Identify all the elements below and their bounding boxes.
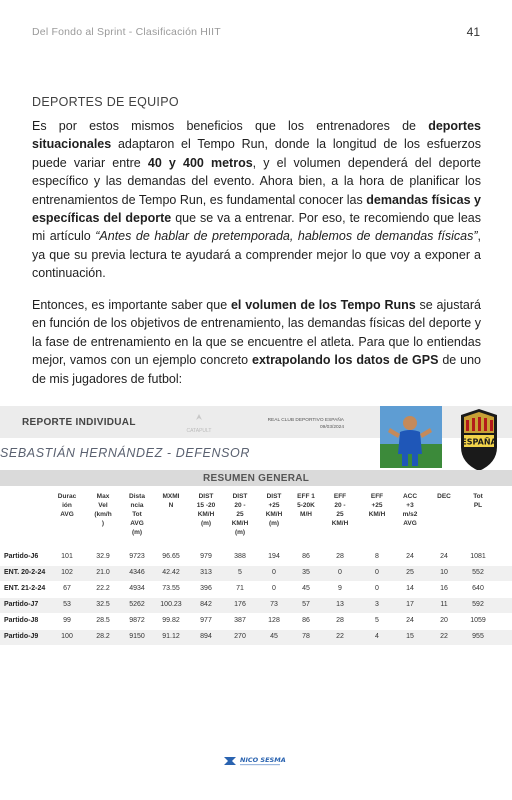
para1-segment: , y el volumen dependerá del deporte específico y las demandas del evento. Ahora bien, a la hora de planificar los entrenamientos de Tempo Run, es fundamental conocer las — [32, 155, 481, 207]
player-photo — [380, 406, 442, 468]
table-cell: 313 — [200, 569, 212, 576]
para2-segment: Entonces, es importante saber que — [32, 298, 231, 312]
table-row — [0, 630, 512, 645]
table-cell: 22 — [336, 633, 344, 640]
table-cell: 592 — [472, 601, 484, 608]
table-cell: 0 — [272, 585, 276, 592]
crest-text: ESPAÑA — [461, 437, 497, 447]
table-cell: 9 — [338, 585, 342, 592]
table-cell: 73 — [270, 601, 278, 608]
club-name: REAL CLUB DEPORTIVO ESPAÑA — [267, 418, 344, 423]
table-cell: 71 — [236, 585, 244, 592]
table-cell: 1081 — [470, 553, 486, 560]
para2-segment: extrapolando los datos de GPS — [252, 353, 439, 368]
catapult-logo — [176, 412, 222, 434]
table-cell: 17 — [406, 601, 414, 608]
table-cell: 396 — [200, 585, 212, 592]
table-cell: 270 — [234, 633, 246, 640]
table-header-cell: MXMI N — [162, 493, 180, 509]
table-cell: 842 — [200, 601, 212, 608]
table-cell: 35 — [302, 569, 310, 576]
table-cell: 5 — [238, 569, 242, 576]
table-cell: 86 — [302, 617, 310, 624]
table-cell: 0 — [375, 569, 379, 576]
para2-segment: el volumen de los Tempo Runs — [230, 298, 416, 312]
table-cell: 0 — [375, 585, 379, 592]
table-cell: 99.82 — [162, 617, 180, 624]
table-cell: 977 — [200, 617, 212, 624]
report-label: REPORTE INDIVIDUAL — [22, 417, 136, 428]
summary-title: RESUMEN GENERAL — [203, 473, 310, 484]
table-header-cell: DIST 20 - 25 KM/H (m) — [231, 493, 249, 536]
player-name: SEBASTIÁN HERNÁNDEZ - DEFENSOR — [0, 446, 250, 460]
table-cell: 101 — [61, 553, 73, 560]
footer-brand-text: NICO SESMA — [240, 756, 286, 764]
table-cell: 11 — [440, 601, 448, 608]
table-cell: 42.42 — [162, 569, 180, 576]
club-crest-icon — [453, 407, 505, 473]
table-cell: 78 — [302, 633, 310, 640]
para2-segment: se ajustará en función de los objetivos de entrenamiento, las demandas físicas del deporte y la fase de entrenamiento en la que se encuentre el atleta. Para que lo entiendas mejor, vamos con un ejemplo concreto — [32, 298, 482, 368]
table-header-cell: EFF +25 KM/H — [368, 493, 386, 518]
table-cell: 16 — [440, 585, 448, 592]
table-cell: 955 — [472, 633, 484, 640]
table-cell: 53 — [63, 601, 71, 608]
running-header-title: Del Fondo al Sprint - Clasificación HIIT — [32, 26, 221, 38]
table-header-cell: EFF 1 5-20K M/H — [297, 493, 315, 518]
table-cell: 100.23 — [160, 601, 182, 608]
table-cell: 22 — [440, 633, 448, 640]
table-cell: 25 — [406, 569, 414, 576]
table-cell: 894 — [200, 633, 212, 640]
row-label: ENT. 21-2-24 — [4, 585, 46, 592]
table-cell: 15 — [406, 633, 414, 640]
table-cell: 9150 — [129, 633, 145, 640]
row-label: Partido-J8 — [4, 617, 39, 624]
table-row — [0, 582, 512, 597]
table-row — [0, 598, 512, 613]
table-cell: 22.2 — [96, 585, 110, 592]
para2-segment: de uno de mis jugadores de futbol: — [32, 353, 481, 386]
row-label: Partido-J7 — [4, 601, 39, 608]
table-cell: 100 — [61, 633, 73, 640]
table-header-cell: DEC — [437, 493, 451, 500]
table-cell: 45 — [270, 633, 278, 640]
gps-report-image — [0, 406, 512, 646]
table-cell: 3 — [375, 601, 379, 608]
table-cell: 9723 — [129, 553, 145, 560]
table-cell: 13 — [336, 601, 344, 608]
catapult-logo-text: CATAPULT — [186, 428, 212, 434]
table-cell: 5 — [375, 617, 379, 624]
table-cell: 9872 — [129, 617, 145, 624]
table-cell: 24 — [406, 617, 414, 624]
table-cell: 979 — [200, 553, 212, 560]
para1-segment: “Antes de hablar de pretemporada, hablemos de demandas físicas” — [95, 229, 478, 244]
paragraph-1 — [32, 117, 481, 283]
table-cell: 4346 — [129, 569, 145, 576]
table-cell: 14 — [406, 585, 414, 592]
table-cell: 387 — [234, 617, 246, 624]
table-header-cell: DIST 15 -20 KM/H (m) — [196, 493, 216, 527]
table-cell: 102 — [61, 569, 73, 576]
table-cell: 24 — [406, 553, 414, 560]
table-cell: 28 — [336, 617, 344, 624]
paragraph-2 — [32, 296, 481, 388]
table-cell: 91.12 — [162, 633, 180, 640]
table-row — [0, 566, 512, 581]
table-cell: 45 — [302, 585, 310, 592]
table-row — [0, 614, 512, 629]
row-label: Partido-J9 — [4, 633, 39, 640]
table-cell: 128 — [268, 617, 280, 624]
table-cell: 4 — [375, 633, 379, 640]
table-cell: 67 — [63, 585, 71, 592]
table-row — [0, 550, 512, 565]
para1-segment: , ya que su previa lectura te ayudará a comprender mejor lo que voy a exponer a continuación. — [32, 229, 481, 281]
table-cell: 4934 — [129, 585, 145, 592]
table-header-cell: EFF 20 - 25 KM/H — [331, 493, 349, 527]
table-cell: 86 — [302, 553, 310, 560]
table-header-cell: Dista ncia Tot AVG (m) — [129, 493, 145, 536]
table-cell: 99 — [63, 617, 71, 624]
section-heading: DEPORTES DE EQUIPO — [32, 95, 179, 109]
table-header-cell: DIST +25 KM/H (m) — [265, 493, 283, 527]
para1-segment: Es por estos mismos beneficios que los entrenadores de — [32, 119, 429, 133]
table-cell: 0 — [338, 569, 342, 576]
para1-segment: deportes situacionales — [32, 119, 481, 152]
table-cell: 194 — [268, 553, 280, 560]
table-cell: 640 — [472, 585, 484, 592]
para1-segment: que se va a entrenar. Por eso, te recomiendo que leas mi artículo — [32, 211, 481, 244]
para1-segment: 40 y 400 metros — [147, 155, 253, 170]
table-cell: 28.2 — [96, 633, 110, 640]
club-info — [258, 417, 344, 431]
row-label: ENT. 20-2-24 — [4, 569, 46, 576]
table-cell: 21.0 — [96, 569, 110, 576]
table-cell: 176 — [234, 601, 246, 608]
table-cell: 8 — [375, 553, 379, 560]
table-cell: 73.55 — [162, 585, 180, 592]
row-label: Partido-J6 — [4, 553, 39, 560]
table-header-cell: Max Vel (km/h ) — [94, 493, 112, 527]
table-cell: 5262 — [129, 601, 145, 608]
para1-segment: adaptaron el Tempo Run, donde la longitud de los esfuerzos puede variar entre — [32, 137, 481, 170]
table-cell: 57 — [302, 601, 310, 608]
report-date: 09/03/2024 — [319, 425, 344, 430]
table-cell: 96.65 — [162, 553, 180, 560]
table-cell: 24 — [440, 553, 448, 560]
table-cell: 28 — [336, 553, 344, 560]
table-cell: 388 — [234, 553, 246, 560]
table-cell: 552 — [472, 569, 484, 576]
nico-sesma-logo — [222, 754, 294, 768]
table-cell: 1059 — [470, 617, 486, 624]
table-cell: 20 — [440, 617, 448, 624]
page-number: 41 — [466, 25, 480, 39]
table-cell: 28.5 — [96, 617, 110, 624]
table-cell: 32.9 — [96, 553, 110, 560]
table-cell: 0 — [272, 569, 276, 576]
table-cell: 32.5 — [96, 601, 110, 608]
table-header-cell: Tot PL — [473, 493, 483, 509]
para1-segment: demandas físicas y específicas del deporte — [32, 192, 481, 226]
table-header-cell: ACC +3 m/s2 AVG — [402, 493, 418, 527]
table-header-cell: Durac ión AVG — [57, 493, 77, 518]
table-cell: 10 — [440, 569, 448, 576]
